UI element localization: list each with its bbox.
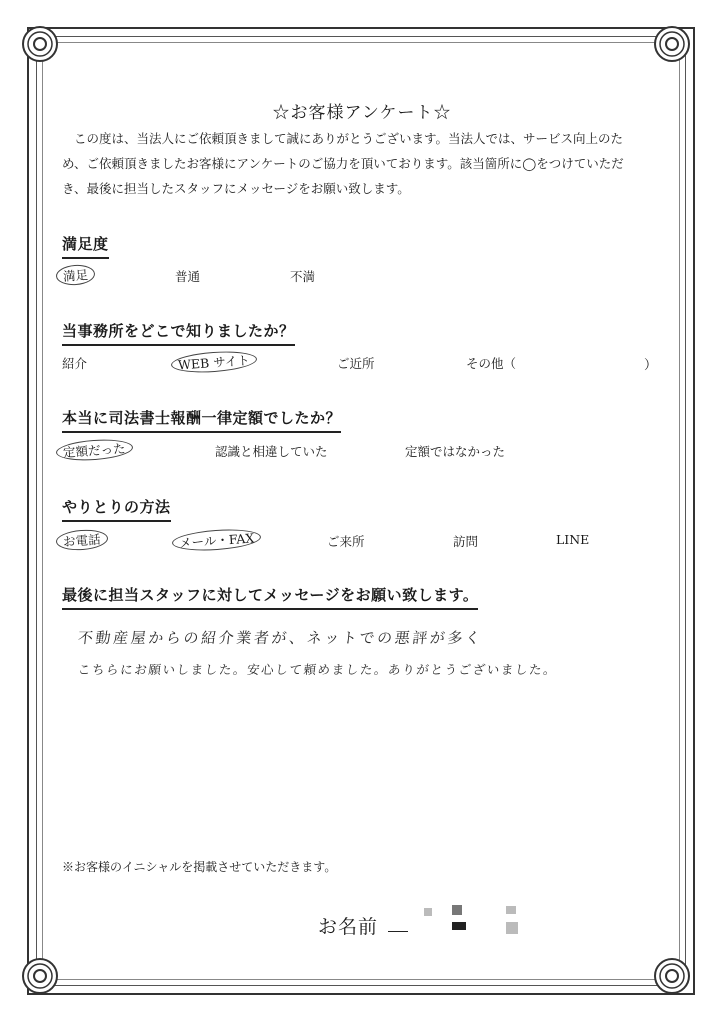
q2-option-referral[interactable]: 紹介 (62, 356, 88, 371)
corner-ornament-icon (652, 956, 692, 996)
intro-text (62, 126, 662, 201)
q4-option-phone[interactable] (62, 532, 102, 548)
name-underline (388, 931, 408, 932)
survey-title: ☆お客様アンケート☆ (272, 103, 452, 123)
selection-circle: WEB サイト (170, 349, 257, 375)
q4-option-visit-office[interactable]: ご来所 (327, 534, 365, 549)
selection-circle: 満足 (55, 264, 95, 287)
corner-ornament-icon (652, 24, 692, 64)
redacted-name-mark (452, 922, 466, 930)
q2-option-website[interactable] (177, 352, 251, 373)
q3-option-fixed[interactable] (62, 440, 127, 461)
q3-heading: 本当に司法書士報酬一律定額でしたか？ (62, 407, 341, 433)
redacted-name-mark (506, 922, 518, 934)
selection-circle: お電話 (55, 528, 108, 552)
message-heading: 最後に担当スタッフに対してメッセージをお願い致します。 (62, 584, 478, 610)
q1-option-satisfied[interactable] (62, 267, 89, 283)
intro-line-2: め、ご依頼頂きましたお客様にアンケートのご協力を頂いております。該当箇所に◯をつけていただ (62, 156, 624, 171)
handwritten-message-line-1: 不動産屋からの紹介業者が、ネットでの悪評が多く (77, 629, 484, 647)
q3-option-not-fixed[interactable]: 定額ではなかった (405, 444, 506, 459)
q4-option-line[interactable]: LINE (556, 532, 590, 547)
redacted-name-mark (506, 906, 516, 914)
q2-option-other[interactable]: その他（ (466, 356, 517, 371)
q4-option-mail-fax[interactable] (178, 530, 255, 551)
q1-option-unsatisfied[interactable]: 不満 (290, 269, 316, 284)
handwritten-message-line-2: こちらにお願いしました。安心して頼めました。ありがとうございました。 (77, 662, 559, 677)
q1-heading: 満足度 (62, 233, 109, 259)
q4-option-home-visit[interactable]: 訪問 (453, 534, 479, 549)
selection-circle: メール・FAX (171, 527, 261, 553)
q3-option-different[interactable]: 認識と相違していた (215, 444, 328, 459)
name-label: お名前 (318, 916, 379, 938)
corner-ornament-icon (20, 24, 60, 64)
q1-option-normal[interactable]: 普通 (175, 269, 201, 284)
q2-other-close-paren: ） (644, 358, 658, 373)
initials-note: ※お客様のイニシャルを掲載させていただきます。 (62, 860, 337, 874)
q2-option-neighborhood[interactable]: ご近所 (337, 356, 375, 371)
redacted-name-mark (424, 908, 432, 916)
intro-line-1: この度は、当法人にご依頼頂きまして誠にありがとうございます。当法人では、サービス向上のた (74, 131, 624, 146)
q2-heading: 当事務所をどこで知りましたか？ (62, 320, 295, 346)
q4-heading: やりとりの方法 (62, 496, 171, 522)
selection-circle: 定額だった (55, 437, 133, 462)
redacted-name-mark (452, 905, 462, 915)
intro-line-3: き、最後に担当したスタッフにメッセージをお願い致します。 (62, 181, 410, 196)
corner-ornament-icon (20, 956, 60, 996)
